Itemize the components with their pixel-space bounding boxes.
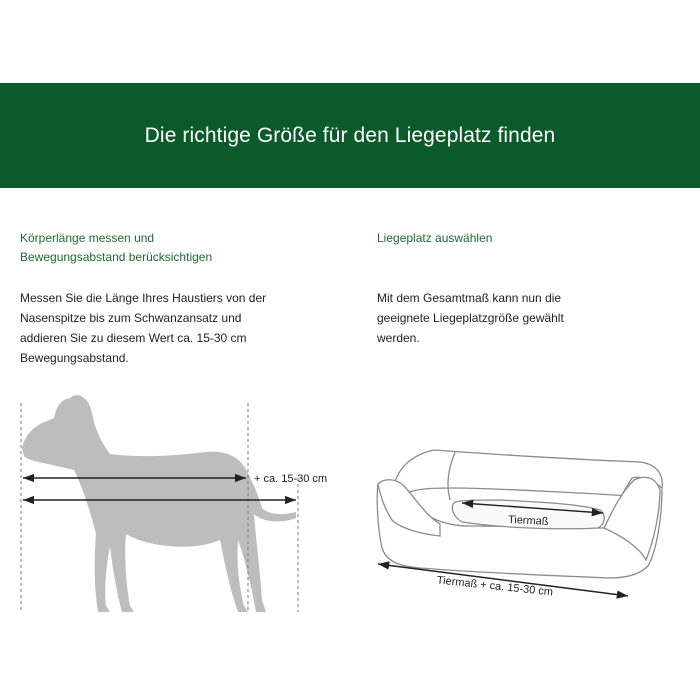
left-text-line-1: Messen Sie die Länge Ihres Haustiers von der [20, 291, 267, 305]
left-text-line-4: Bewegungsabstand. [20, 351, 129, 365]
left-title-line-2: Bewegungsabstand berücksichtigen [20, 250, 213, 264]
right-title-line: Liegeplatz auswählen [377, 231, 493, 245]
dog-silhouette [22, 395, 296, 612]
left-title-line-1: Körperlänge messen und [20, 231, 155, 245]
bed-inner-label: Tiermaß [507, 513, 549, 528]
bed-outer-label: Tiermaß + ca. 15-30 cm [436, 574, 554, 599]
left-text-line-2: Nasenspitze bis zum Schwanzansatz und [20, 311, 242, 325]
right-text-line-1: Mit dem Gesamtmaß kann nun die [377, 291, 562, 305]
right-text-line-3: werden. [377, 331, 420, 345]
dog-measure-label: + ca. 15-30 cm [254, 473, 328, 485]
left-text-line-3: addieren Sie zu diesem Wert ca. 15-30 cm [20, 331, 247, 345]
right-text-line-2: geeignete Liegeplatzgröße gewählt [377, 311, 564, 325]
page-title: Die richtige Größe für den Liegeplatz finden [144, 123, 556, 147]
